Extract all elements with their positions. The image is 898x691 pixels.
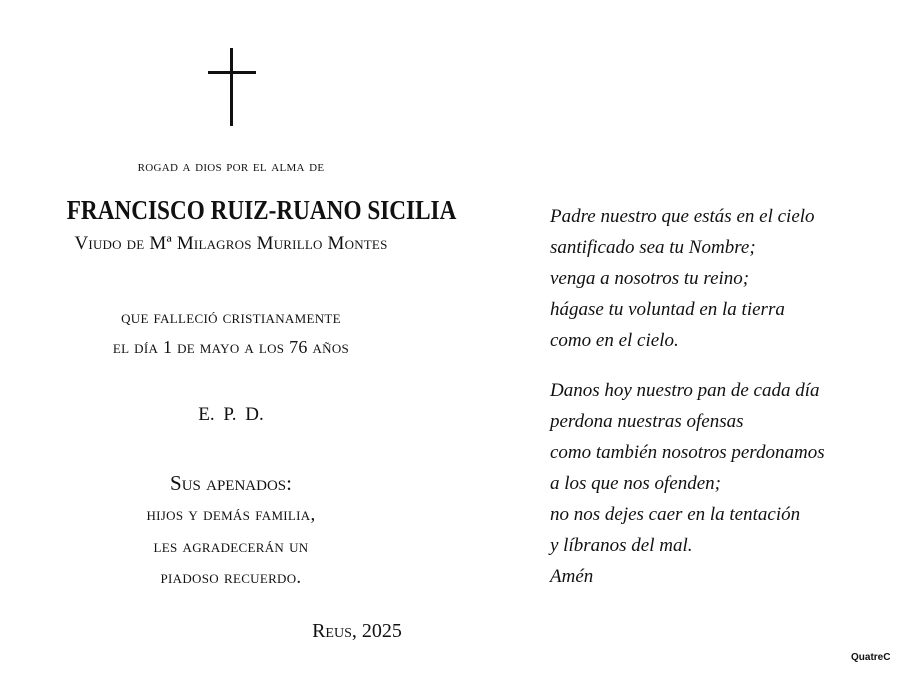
family-line-3: piadoso recuerdo. [160,567,302,588]
prayer-line: Danos hoy nuestro pan de cada día [550,380,820,401]
prayer-line: santificado sea tu Nombre; [550,237,756,258]
prayer-line: a los que nos ofenden; [550,473,721,494]
family-line-1: hijos y demás familia, [146,504,316,525]
family-line-2: les agradecerán un [153,536,309,557]
prayer-line: no nos dejes caer en la tentación [550,504,801,525]
prayer-stanza-1 [550,201,880,356]
death-line-2: el día 1 de mayo a los 76 años [112,337,350,357]
prayer-line: perdona nuestras ofensas [550,411,744,432]
prayer-line: como también nosotros perdonamos [550,442,825,463]
widower-line: Viudo de Mª Milagros Murillo Montes [74,233,388,254]
death-line-1: que falleció cristianamente [121,307,341,327]
epd-text: E. P. D. [198,404,264,425]
prayer-line: hágase tu voluntad en la tierra [550,299,785,320]
prayer-line: Padre nuestro que estás en el cielo [550,206,815,227]
printer-brand: QuatreC [851,652,891,663]
prayer-stanza-2 [550,375,880,592]
cross-icon [208,48,256,126]
prayer-line: Amén [550,566,594,587]
rogad-line: rogad a dios por el alma de [137,158,325,175]
prayer-line: como en el cielo. [550,330,679,351]
city-year: Reus, 2025 [312,620,402,642]
prayer-line: venga a nosotros tu reino; [550,268,750,289]
mourners-heading: Sus apenados: [170,471,292,495]
deceased-name: FRANCISCO RUIZ-RUANO SICILIA [66,195,457,225]
prayer-line: y líbranos del mal. [550,535,693,556]
